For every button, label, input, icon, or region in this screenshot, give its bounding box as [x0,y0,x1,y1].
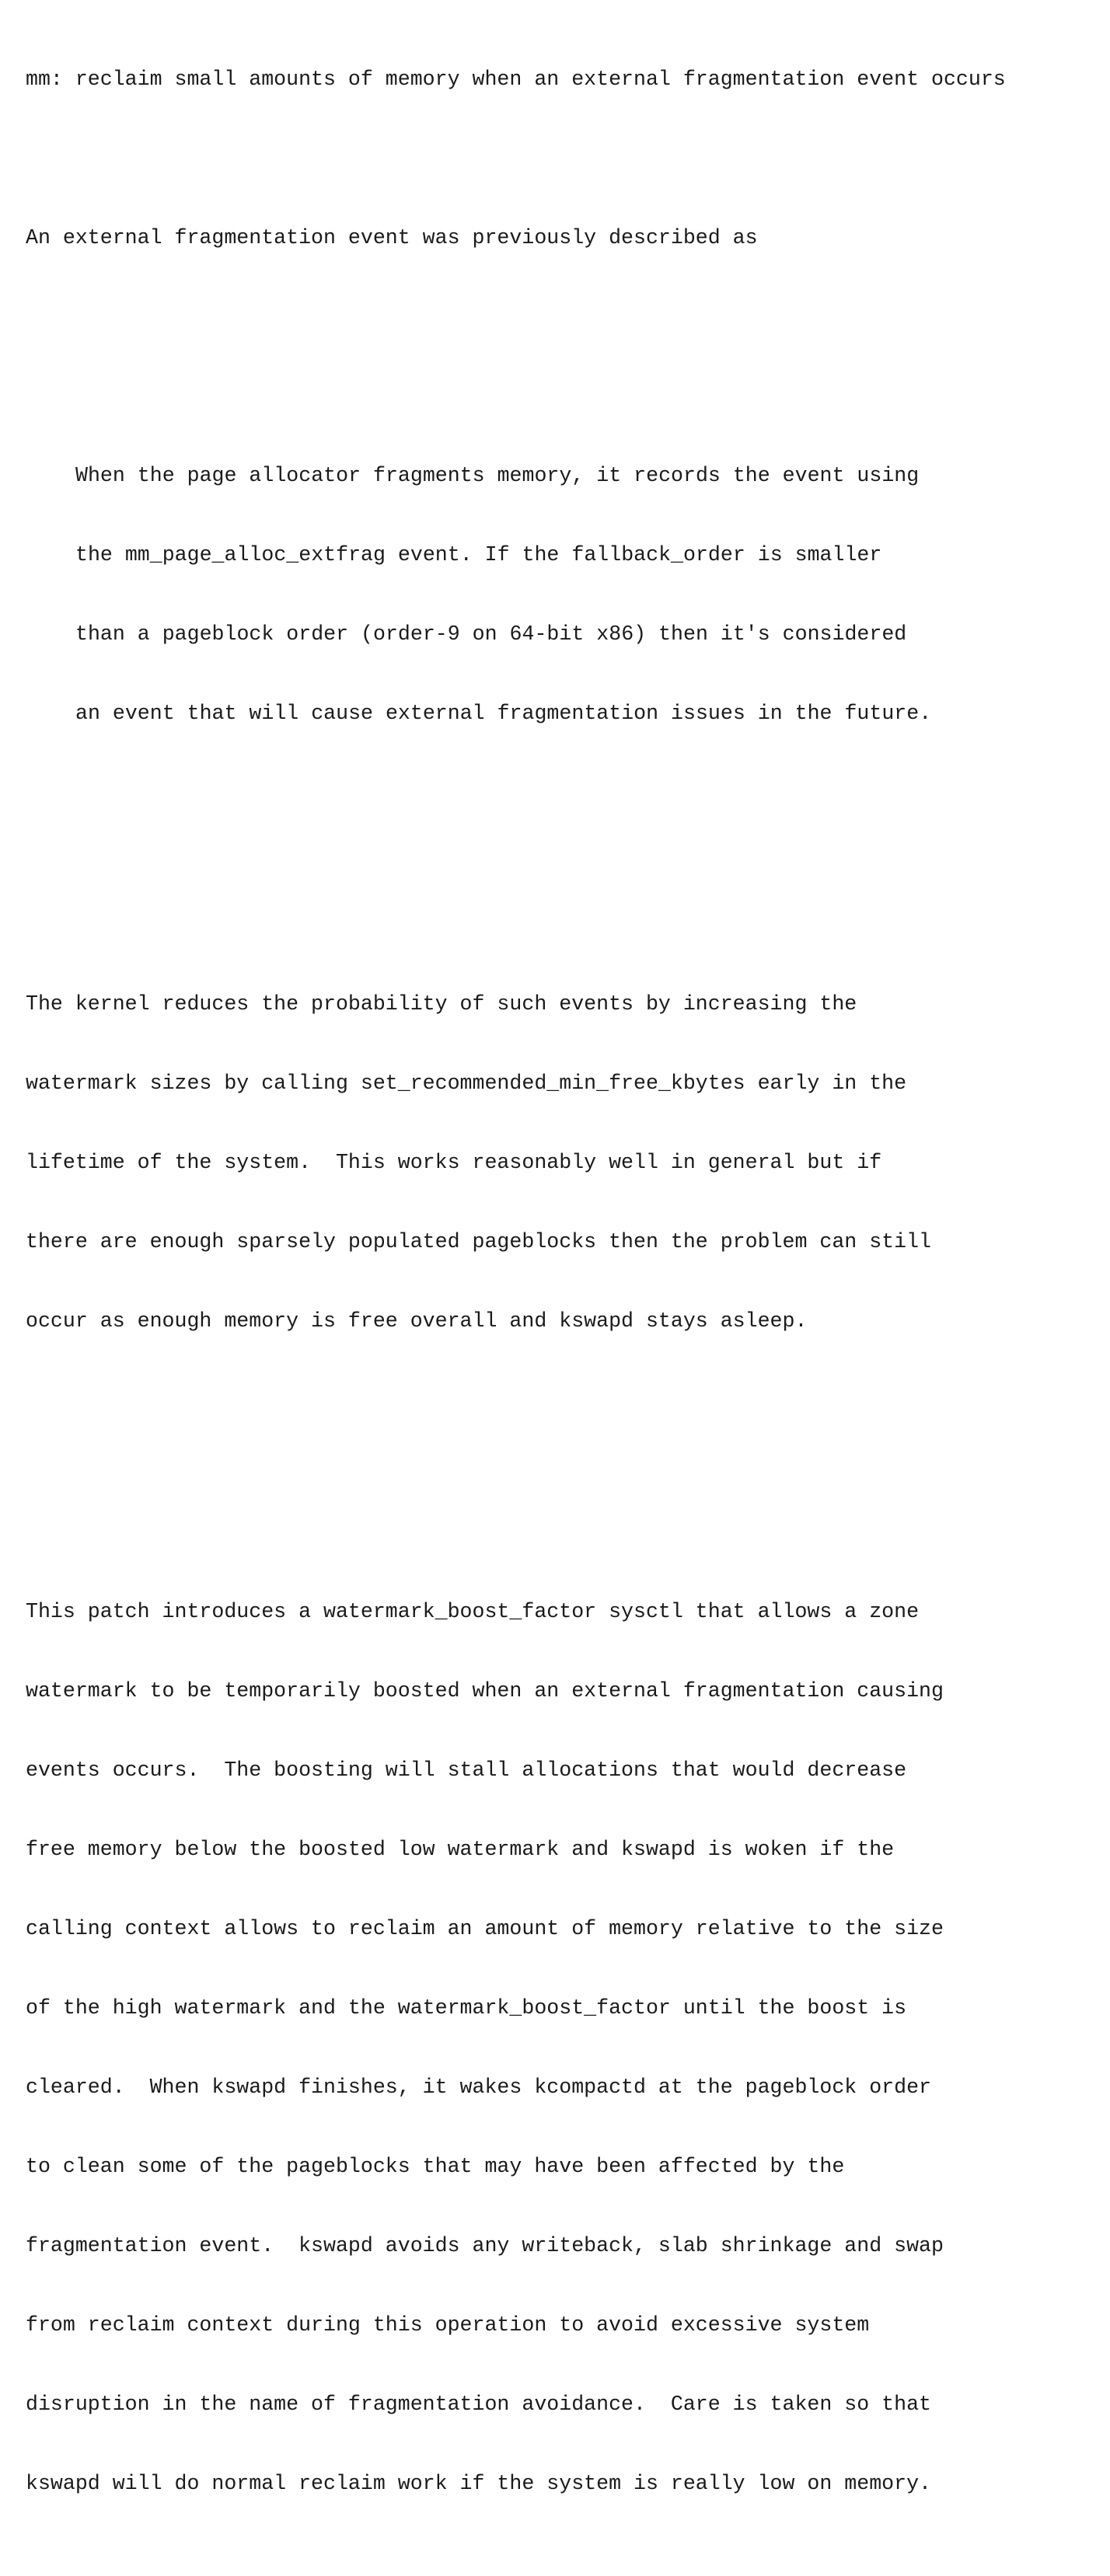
paragraph-line: kswapd will do normal reclaim work if the system is really low on memory. [26,2472,931,2495]
blank-line [26,145,1006,172]
paragraph-line: fragmentation event. kswapd avoids any writeback, slab shrinkage and swap [26,2234,944,2257]
paragraph-kernel-watermarks [26,938,1006,1387]
paragraph-patch-description [26,1546,1006,2550]
paragraph-line: watermark sizes by calling set_recommended_min_free_kbytes early in the [26,1072,907,1095]
blank-line [26,832,1006,859]
paragraph-line: calling context allows to reclaim an amount of memory relative to the size [26,1917,944,1940]
paragraph-line: disruption in the name of fragmentation avoidance. Care is taken so that [26,2393,931,2416]
blank-line [26,304,1006,330]
paragraph-line: lifetime of the system. This works reasonably well in general but if [26,1151,882,1174]
quote-line: the mm_page_alloc_extfrag event. If the fallback_order is smaller [75,543,882,566]
commit-message [26,13,1006,2576]
paragraph-line: there are enough sparsely populated pageblocks then the problem can still [26,1230,931,1253]
paragraph-line: The kernel reduces the probability of such events by increasing the [26,992,857,1016]
quote-line: an event that will cause external fragmentation issues in the future. [75,702,932,725]
quote-line: When the page allocator fragments memory, it records the event using [75,464,920,487]
commit-subject: mm: reclaim small amounts of memory when an external fragmentation event occurs [26,68,1006,91]
blank-line [26,1440,1006,1466]
paragraph-line: occur as enough memory is free overall and kswapd stays asleep. [26,1309,808,1333]
paragraph-line: This patch introduces a watermark_boost_factor sysctl that allows a zone [26,1600,920,1623]
paragraph-line: events occurs. The boosting will stall allocations that would decrease [26,1759,907,1782]
paragraph-line: free memory below the boosted low watermark and kswapd is woken if the [26,1838,895,1861]
quoted-description [26,410,1006,779]
paragraph-line: of the high watermark and the watermark_boost_factor until the boost is [26,1996,907,2020]
intro-line: An external fragmentation event was previously described as [26,226,758,249]
quote-line: than a pageblock order (order-9 on 64-bit x86) then it's considered [75,622,907,646]
paragraph-line: cleared. When kswapd finishes, it wakes kcompactd at the pageblock order [26,2076,931,2099]
paragraph-line: to clean some of the pageblocks that may have been affected by the [26,2155,845,2178]
paragraph-line: watermark to be temporarily boosted when an external fragmentation causing [26,1679,944,1703]
paragraph-line: from reclaim context during this operation to avoid excessive system [26,2313,870,2337]
